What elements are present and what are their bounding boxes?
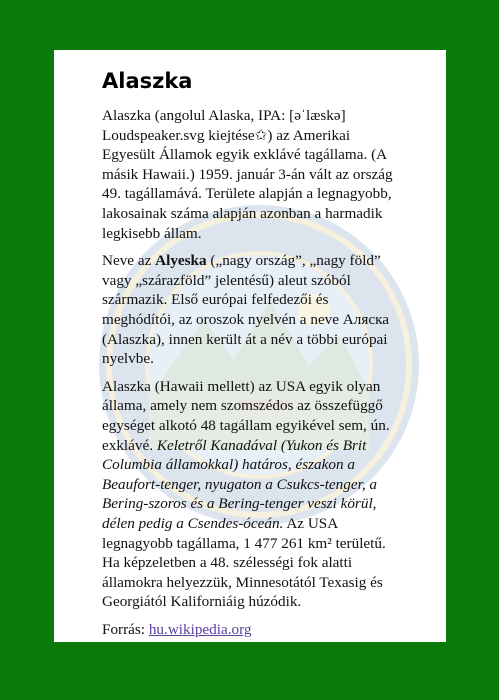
paragraph-etymology	[102, 251, 398, 369]
etymology-text-end: („nagy ország”, „nagy föld” vagy „szárazföld” jelentésű) aleut szóból származik. Első európai felfedezői és meghódítói, az oroszok nyelvén a neve Аляска (Alaszka), innen került át a név a többi európai nyelvbe.	[102, 252, 389, 368]
etymology-bold-term: Alyeska	[155, 252, 207, 270]
paragraph-geography	[102, 377, 398, 612]
article-content	[102, 70, 398, 640]
geography-text-start: Alaszka (Hawaii mellett) az USA egyik olyan állama, amely nem szomszédos az összefüggő egységet alkotó 48 tagállam egyikével sem, ún. exklávé.	[102, 377, 390, 454]
source-link[interactable]: hu.wikipedia.org	[148, 620, 252, 638]
article-card	[54, 50, 446, 642]
source-label: Forrás:	[102, 620, 149, 638]
geography-italic-borders: Keletről Kanadával (Yukon és Brit Columbia államokkal) határos, északon a Beaufort-tenger, nyugaton a Csukcs-tenger, a Bering-szoros és a Bering-tenger veszi körül, délen pedig a Csendes-óceán.	[102, 436, 378, 532]
geography-text-end: Az USA legnagyobb tagállama, 1 477 261 km² területű. Ha képzeletben a 48. szélességi fok alatti államokra helyezzük, Minnesotától Texasig és Georgiától Kaliforniáig húzódik.	[102, 514, 386, 611]
article-title: Alaszka	[102, 69, 193, 93]
source-line	[102, 620, 398, 640]
intro-text: Alaszka (angolul Alaska, IPA: [əˈlæskə] Loudspeaker.svg kiejtése✩) az Amerikai Egyesült Államok egyik exklávé tagállama. (A másik Hawaii.) 1959. január 3-án vált az ország 49. tagállamává. Területe alapján a legnagyobb, lakosainak száma alapján azonban a harmadik legkisebb állam.	[102, 107, 393, 242]
paragraph-intro	[102, 106, 398, 243]
etymology-text-start: Neve az	[102, 252, 156, 270]
